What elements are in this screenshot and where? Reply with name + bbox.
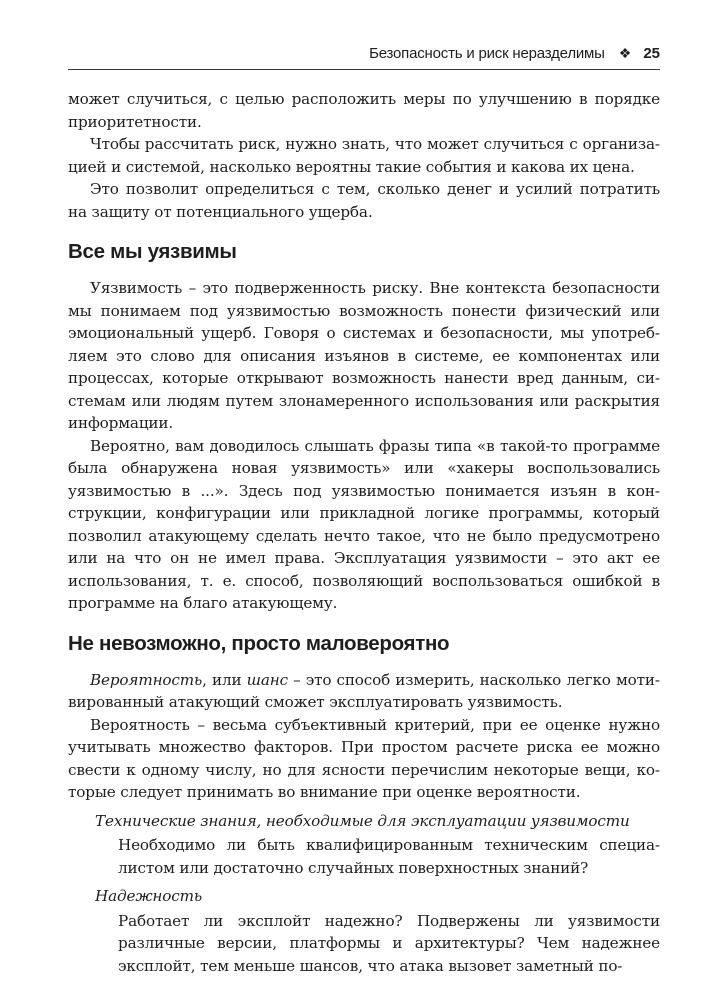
chapter-title: Безопасность и риск неразделимы xyxy=(369,44,605,62)
paragraph: Чтобы рассчитать риск, нужно знать, что может случиться с организацией и системой, насколько вероятны такие события и какова их цена. xyxy=(68,135,660,176)
paragraph: Это позволит определиться с тем, сколько денег и усилий потратить на защиту от потенциального ущерба. xyxy=(68,180,660,221)
running-header xyxy=(68,42,660,70)
definition-term: Технические знания, необходимые для эксплуатации уязвимости xyxy=(95,811,630,830)
section-heading: Все мы уязвимы xyxy=(68,240,237,263)
section-heading: Не невозможно, просто маловероятно xyxy=(68,631,450,655)
definition-text: Необходимо ли быть квалифицированным техническим специалистом или достаточно случайных поверхностных знаний? xyxy=(118,836,660,877)
text-run: – это способ измерить, насколько легко мотивированный атакующий сможет эксплуатировать уязвимость. xyxy=(68,670,660,711)
paragraph: Вероятность – весьма субъективный критерий, при ее оценке нужно учитывать множество факторов. При простом расчете риска ее можно свести к одному числу, но для ясности перечислим некоторые вещи, которые следует принимать во внимание при оценке вероятности. xyxy=(68,715,660,801)
text-run: , или xyxy=(202,670,247,689)
definition-text: Работает ли эксплойт надежно? Подвержены ли уязвимости различные версии, платформы и архитектуры? Чем надежнее эксплойт, тем меньше шансов, что атака вызовет заметный по- xyxy=(118,911,660,975)
ornament-icon: ❖ xyxy=(618,44,632,61)
paragraph: Вероятно, вам доводилось слышать фразы типа «в такой-то программе была обнаружена новая уязвимость» или «хакеры воспользовались уязвимостью в ...». Здесь под уязвимостью понимается изъян в конструкции, конфигурации или прикладной логике программы, который позволил атакующему сделать нечто такое, что не было предусмотрено или на что он не имел права. Эксплуатация уязвимости – это акт ее использования, т. е. способ, позволяющий воспользоваться ошибкой в программе на благо атакующему. xyxy=(68,436,660,612)
book-page xyxy=(68,42,660,977)
body-text xyxy=(68,88,660,977)
paragraph: Уязвимость – это подверженность риску. Вне контекста безопасности мы понимаем под уязвимостью возможность понести физический или эмоциональный ущерб. Говоря о системах и безопасности, мы употребляем это слово для описания изъянов в системе, ее компонентах или процессах, которые открывают возможность нанести вред данным, системам или людям путем злонамеренного использования или раскрытия информации. xyxy=(68,279,660,432)
emphasis-term: Вероятность xyxy=(90,670,203,689)
paragraph xyxy=(68,669,660,714)
paragraph: может случиться, с целью расположить меры по улучшению в порядке приоритетности. xyxy=(68,90,660,131)
emphasis-term: шанс xyxy=(246,670,288,689)
page-number: 25 xyxy=(643,44,660,62)
definition-term: Надежность xyxy=(95,887,203,905)
